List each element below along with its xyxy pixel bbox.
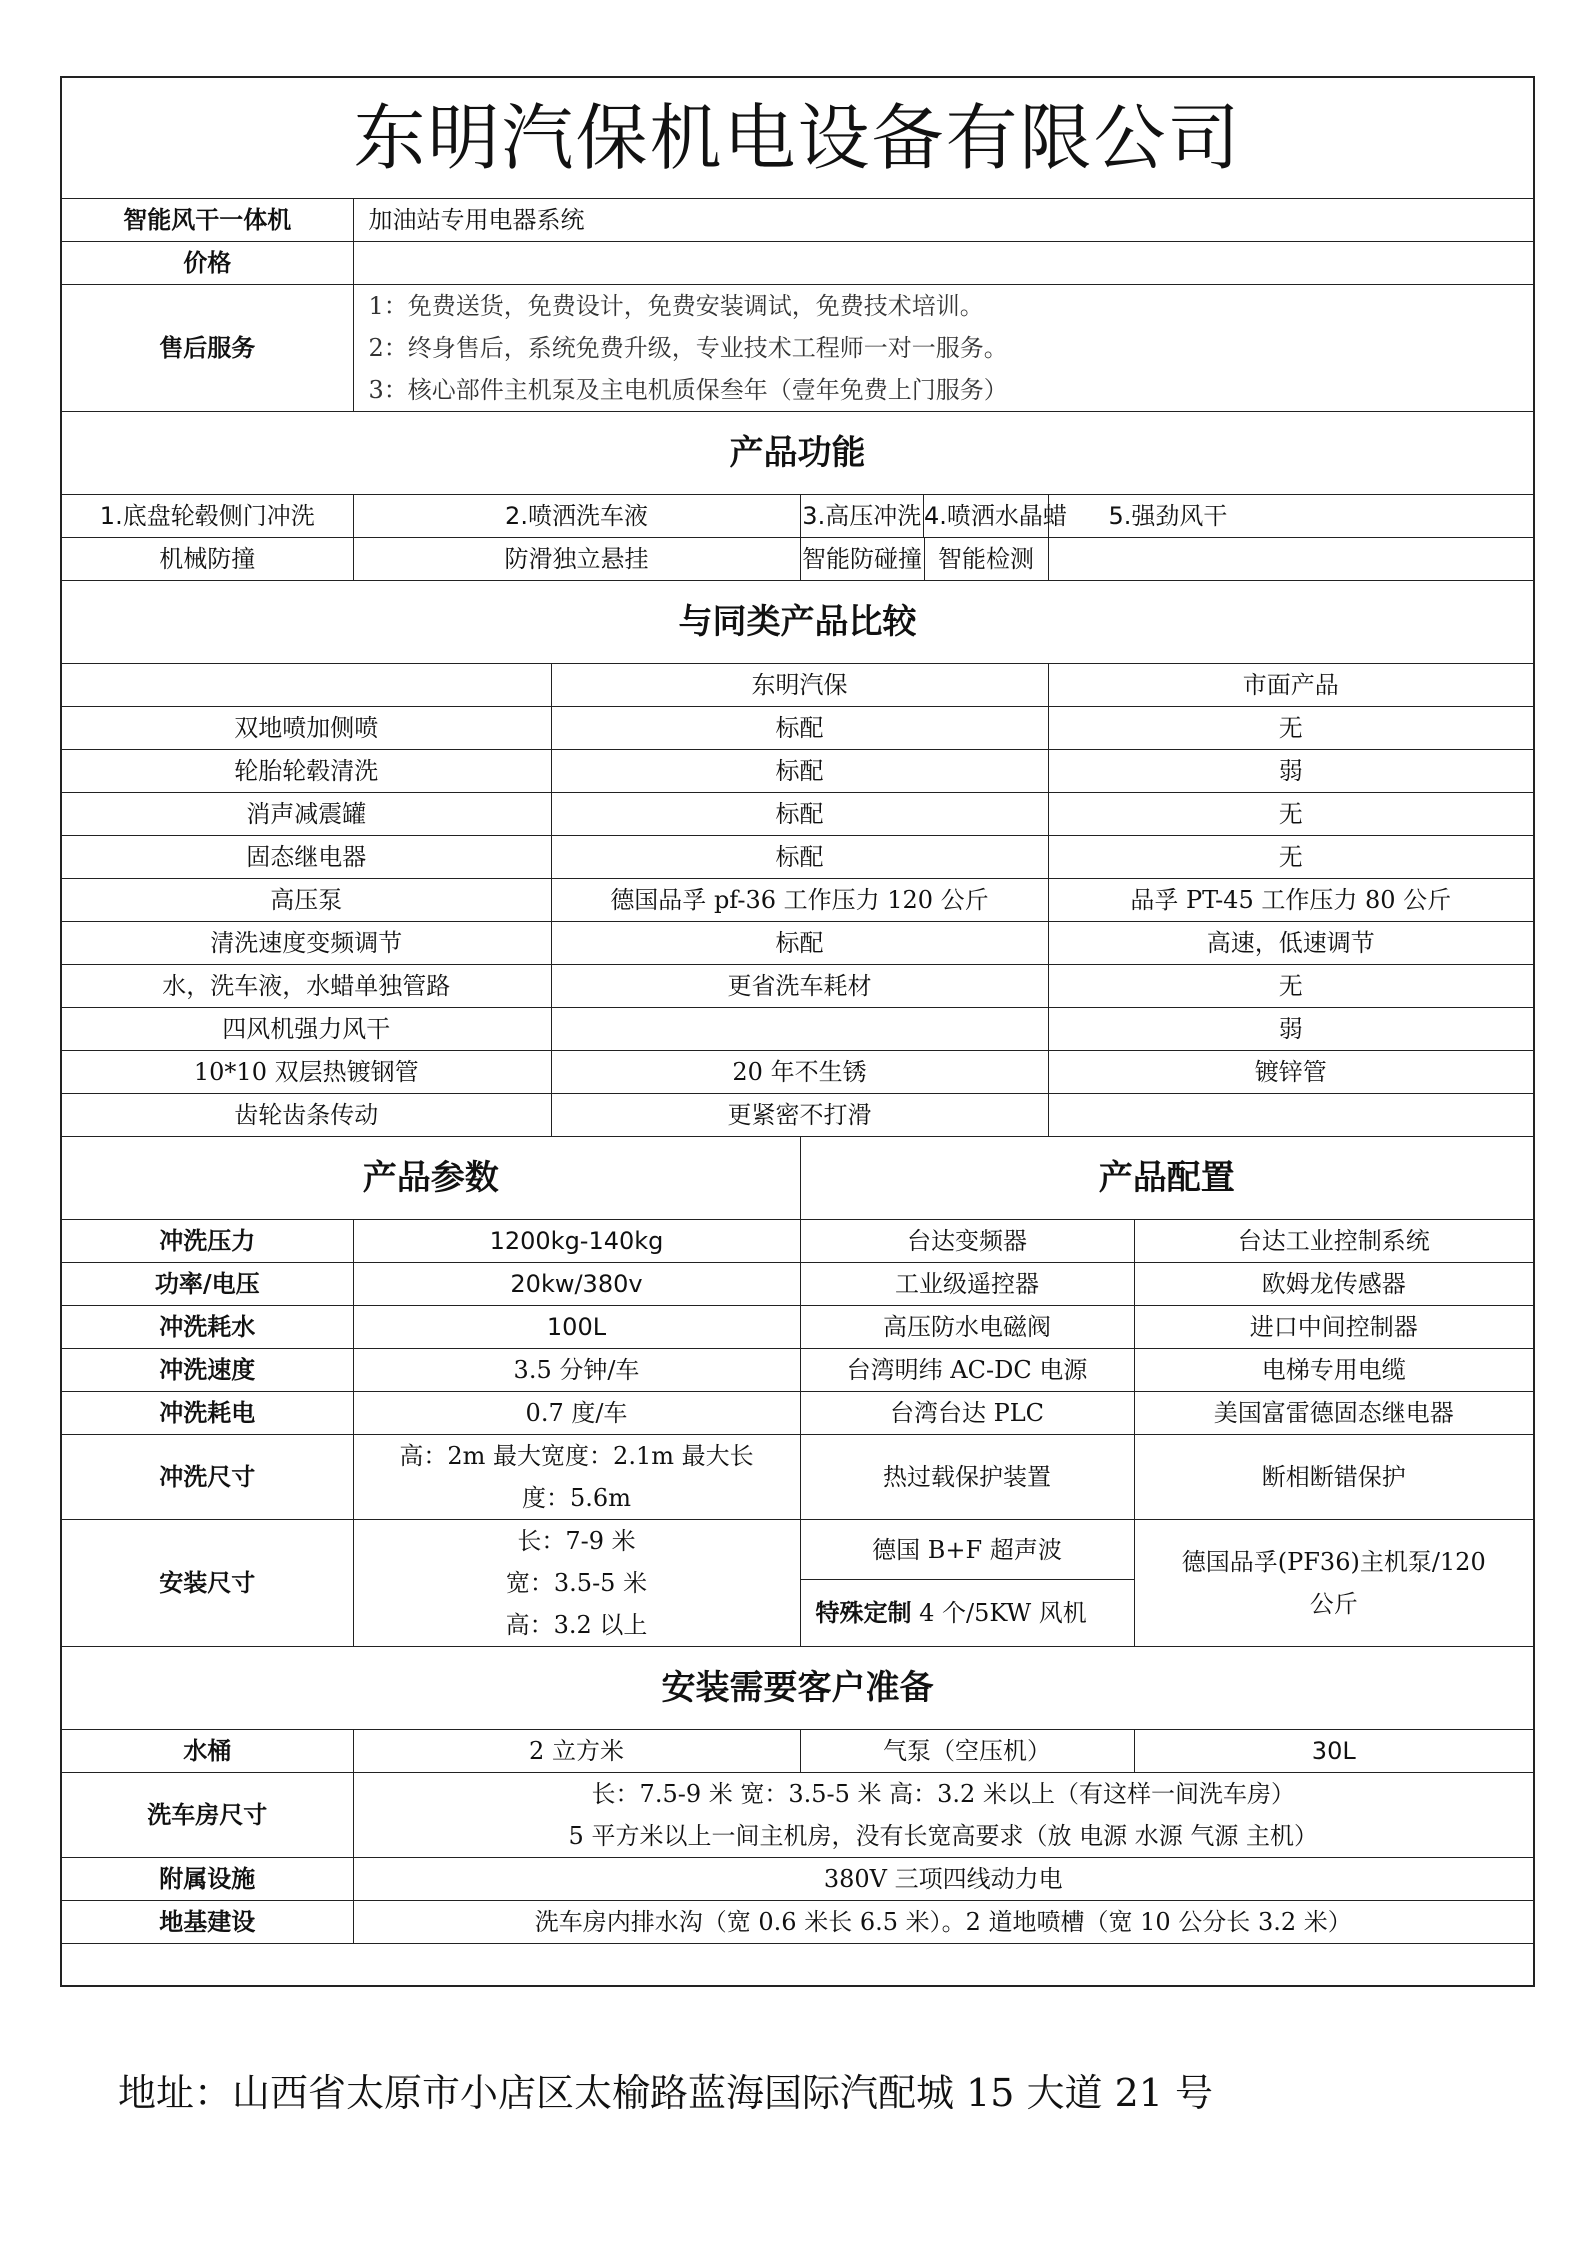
config-item: 德国 B+F 超声波 (800, 1520, 1134, 1580)
comparison-market: 高速，低速调节 (1048, 922, 1534, 965)
comparison-ours (551, 1008, 1048, 1051)
prep-row (61, 1773, 1534, 1858)
price-value (353, 242, 1534, 285)
title-row (61, 77, 1534, 199)
function-cell: 1.底盘轮毂侧门冲洗 (61, 495, 353, 538)
param-row (61, 1392, 1534, 1435)
comparison-item: 轮胎轮毂清洗 (61, 750, 551, 793)
comparison-market: 无 (1048, 707, 1534, 750)
functions-title: 产品功能 (61, 412, 1534, 495)
comparison-item: 双地喷加侧喷 (61, 707, 551, 750)
comparison-ours: 20 年不生锈 (551, 1051, 1048, 1094)
config-item: 进口中间控制器 (1134, 1306, 1534, 1349)
size-line: 高：2m 最大宽度：2.1m 最大长 (399, 1442, 754, 1470)
comparison-row (61, 1051, 1534, 1094)
comparison-row (61, 793, 1534, 836)
function-cell: 5.强劲风干 (1048, 495, 1534, 538)
room-line: 长：7.5-9 米 宽：3.5-5 米 高：3.2 米以上（有这样一间洗车房） (591, 1780, 1295, 1808)
comparison-item: 10*10 双层热镀钢管 (61, 1051, 551, 1094)
comparison-ours: 更紧密不打滑 (551, 1094, 1048, 1137)
prep-label: 附属设施 (61, 1858, 353, 1901)
prep-value: 洗车房内排水沟（宽 0.6 米长 6.5 米）。2 道地喷槽（宽 10 公分长 3.2 米） (353, 1901, 1534, 1944)
blank-row (61, 1944, 1534, 1986)
config-item (800, 1580, 1134, 1647)
install-line: 宽：3.5-5 米 (505, 1569, 648, 1597)
prep-value: 2 立方米 (353, 1730, 800, 1773)
service-item: 3：核心部件主机泵及主电机质保叁年（壹年免费上门服务） (368, 376, 1008, 404)
function-cell: 2.喷洒洗车液 (353, 495, 800, 538)
functions-row (61, 495, 1534, 538)
config-item: 台湾明纬 AC-DC 电源 (800, 1349, 1134, 1392)
function-cell (800, 495, 1067, 538)
prep-value (353, 1773, 1534, 1858)
param-label: 冲洗尺寸 (61, 1435, 353, 1520)
param-label: 安装尺寸 (61, 1520, 353, 1647)
prep-label: 地基建设 (61, 1901, 353, 1944)
service-items (353, 285, 1534, 412)
comparison-row (61, 879, 1534, 922)
function-item: 智能检测 (938, 545, 1034, 573)
comparison-market (1048, 1094, 1534, 1137)
company-title: 东明汽保机电设备有限公司 (61, 77, 1534, 199)
function-cell: 防滑独立悬挂 (353, 538, 800, 581)
param-value: 3.5 分钟/车 (353, 1349, 800, 1392)
function-item: 3.高压冲洗 (801, 495, 925, 537)
service-label: 售后服务 (61, 285, 353, 412)
room-line: 5 平方米以上一间主机房，没有长宽高要求（放 电源 水源 气源 主机） (568, 1822, 1318, 1850)
comparison-ours: 标配 (551, 750, 1048, 793)
config-item: 美国富雷德固态继电器 (1134, 1392, 1534, 1435)
comparison-market: 无 (1048, 965, 1534, 1008)
config-item: 断相断错保护 (1134, 1435, 1534, 1520)
param-value: 1200kg-140kg (353, 1220, 800, 1263)
comparison-item: 四风机强力风干 (61, 1008, 551, 1051)
param-row (61, 1220, 1534, 1263)
comparison-market: 品孚 PT-45 工作压力 80 公斤 (1048, 879, 1534, 922)
service-item: 1：免费送货，免费设计，免费安装调试，免费技术培训。 (368, 292, 984, 320)
comparison-market: 弱 (1048, 750, 1534, 793)
comparison-market: 无 (1048, 793, 1534, 836)
comparison-row (61, 1008, 1534, 1051)
config-item: 台达工业控制系统 (1134, 1220, 1534, 1263)
comparison-ours: 标配 (551, 836, 1048, 879)
function-item: 4.喷洒水晶蜡 (924, 502, 1067, 530)
prep-title: 安装需要客户准备 (61, 1647, 1534, 1730)
param-row (61, 1349, 1534, 1392)
comparison-market: 无 (1048, 836, 1534, 879)
service-item: 2：终身售后，系统免费升级，专业技术工程师一对一服务。 (368, 334, 1008, 362)
param-row (61, 1306, 1534, 1349)
config-item: 热过载保护装置 (800, 1435, 1134, 1520)
comparison-header-ours: 东明汽保 (551, 664, 1048, 707)
comparison-ours: 更省洗车耗材 (551, 965, 1048, 1008)
comparison-market: 弱 (1048, 1008, 1534, 1051)
prep-value: 30L (1134, 1730, 1534, 1773)
comparison-row (61, 922, 1534, 965)
comparison-row (61, 707, 1534, 750)
spec-sheet (60, 76, 1533, 1987)
config-item (1134, 1520, 1534, 1647)
comparison-ours: 标配 (551, 793, 1048, 836)
config-title: 产品配置 (800, 1137, 1534, 1220)
product-value: 加油站专用电器系统 (353, 199, 1534, 242)
price-label: 价格 (61, 242, 353, 285)
comparison-item: 齿轮齿条传动 (61, 1094, 551, 1137)
size-line: 度：5.6m (522, 1484, 631, 1512)
product-row (61, 199, 1534, 242)
functions-title-row (61, 412, 1534, 495)
function-item: 智能防碰撞 (801, 538, 925, 580)
config-item: 台湾台达 PLC (800, 1392, 1134, 1435)
price-row (61, 242, 1534, 285)
config-item: 台达变频器 (800, 1220, 1134, 1263)
comparison-row (61, 1094, 1534, 1137)
param-label: 冲洗压力 (61, 1220, 353, 1263)
comparison-header-row (61, 664, 1534, 707)
comparison-row (61, 965, 1534, 1008)
install-line: 高：3.2 以上 (505, 1611, 648, 1639)
prep-row (61, 1901, 1534, 1944)
prep-row (61, 1730, 1534, 1773)
comparison-header-item (61, 664, 551, 707)
param-value (353, 1520, 800, 1647)
comparison-title-row (61, 581, 1534, 664)
param-label: 冲洗耗电 (61, 1392, 353, 1435)
param-label: 冲洗耗水 (61, 1306, 353, 1349)
comparison-ours: 标配 (551, 922, 1048, 965)
comparison-ours: 德国品孚 pf-36 工作压力 120 公斤 (551, 879, 1048, 922)
prep-title-row (61, 1647, 1534, 1730)
comparison-header-market: 市面产品 (1048, 664, 1534, 707)
param-value: 100L (353, 1306, 800, 1349)
config-rest: 4 个/5KW 风机 (911, 1599, 1087, 1628)
param-label: 功率/电压 (61, 1263, 353, 1306)
comparison-row (61, 750, 1534, 793)
function-cell: 机械防撞 (61, 538, 353, 581)
config-item: 电梯专用电缆 (1134, 1349, 1534, 1392)
function-cell (800, 538, 1048, 581)
comparison-item: 水，洗车液，水蜡单独管路 (61, 965, 551, 1008)
comparison-market: 镀锌管 (1048, 1051, 1534, 1094)
config-bold: 特殊定制 (815, 1598, 912, 1628)
prep-label: 气泵（空压机） (800, 1730, 1134, 1773)
blank-cell (61, 1944, 1534, 1986)
config-item: 工业级遥控器 (800, 1263, 1134, 1306)
product-label: 智能风干一体机 (61, 199, 353, 242)
config-line: 公斤 (1309, 1590, 1358, 1618)
config-item: 欧姆龙传感器 (1134, 1263, 1534, 1306)
param-row (61, 1520, 1534, 1580)
param-label: 冲洗速度 (61, 1349, 353, 1392)
param-value: 0.7 度/车 (353, 1392, 800, 1435)
comparison-ours: 标配 (551, 707, 1048, 750)
functions-row (61, 538, 1534, 581)
comparison-item: 消声减震罐 (61, 793, 551, 836)
prep-row (61, 1858, 1534, 1901)
param-row (61, 1435, 1534, 1520)
config-item: 高压防水电磁阀 (800, 1306, 1134, 1349)
prep-label: 洗车房尺寸 (61, 1773, 353, 1858)
params-title-row (61, 1137, 1534, 1220)
comparison-item: 高压泵 (61, 879, 551, 922)
param-value (353, 1435, 800, 1520)
address: 地址：山西省太原市小店区太榆路蓝海国际汽配城 15 大道 21 号 (118, 2071, 1214, 2115)
comparison-row (61, 836, 1534, 879)
comparison-title: 与同类产品比较 (61, 581, 1534, 664)
config-line: 德国品孚(PF36)主机泵/120 (1181, 1548, 1486, 1576)
comparison-item: 清洗速度变频调节 (61, 922, 551, 965)
install-line: 长：7-9 米 (517, 1527, 636, 1555)
spec-table (60, 76, 1535, 1987)
comparison-item: 固态继电器 (61, 836, 551, 879)
param-row (61, 1263, 1534, 1306)
param-value: 20kw/380v (353, 1263, 800, 1306)
prep-value: 380V 三项四线动力电 (353, 1858, 1534, 1901)
function-cell (1048, 538, 1534, 581)
params-title: 产品参数 (61, 1137, 800, 1220)
prep-label: 水桶 (61, 1730, 353, 1773)
service-row (61, 285, 1534, 412)
